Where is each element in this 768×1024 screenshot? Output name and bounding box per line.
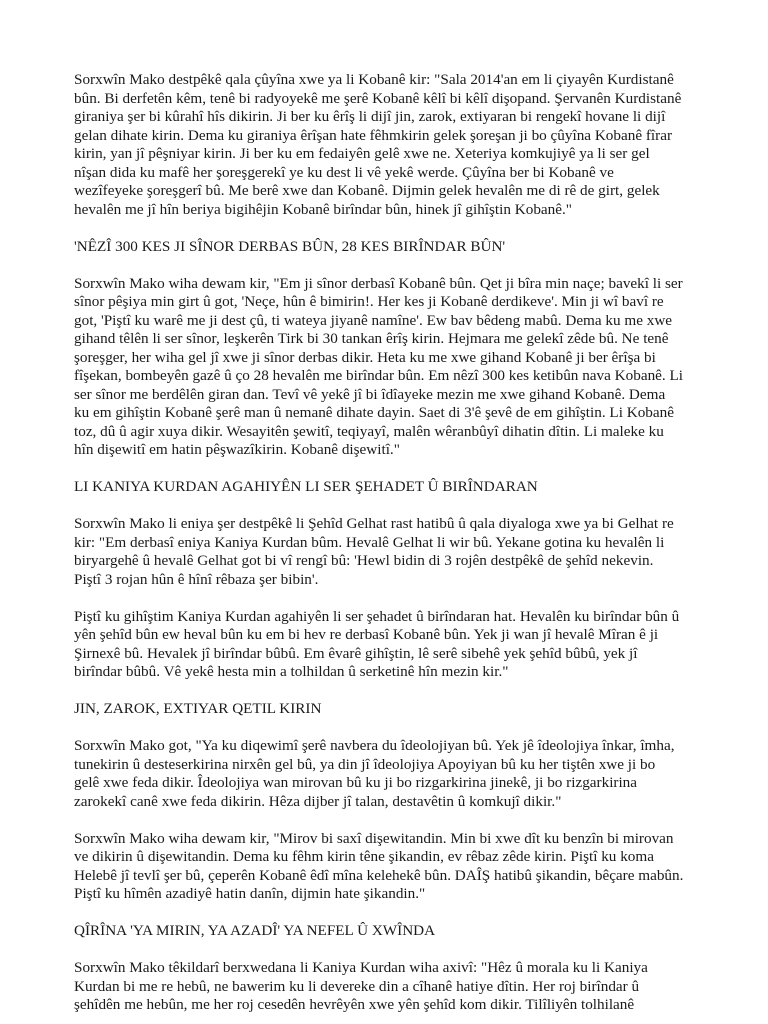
paragraph-intro: Sorxwîn Mako destpêkê qala çûyîna xwe ya li Kobanê kir: "Sala 2014'an em li çiyayên Kurdistanê bûn. Bi derfetên kêm, tenê bi radyoyekê me şerê Kobanê kêlî bi kêlî dişopand. Şervanên Kurdistanê giraniya şer bi kûrahî hîs dikirin. Ji ber ku êrîş li dijî jin, zarok, extiyaran bi rengekî hovane li dijî gelan dihate kirin. Dema ku giraniya êrîşan hate fêhmkirin gelek şoreşan ji bo çûyîna Kobanê fîrar kirin, yan jî pêşniyar kirin. Ji ber ku em fedaiyên gelê xwe ne. Xeteriya komkujiyê ya li ser gel nîşan dida ku mafê her şoreşgerekî ye ku dest li vê yekê werde. Çûyîna ber bi Kobanê ve wezîfeyeke şoreşgerî bû. Me berê xwe dan Kobanê. Dijmin gelek hevalên me di rê de girt, gelek hevalên me jî hîn beriya bigihêjin Kobanê birîndar bûn, hinek jî gihîştin Kobanê." bbox=[74, 71, 682, 218]
paragraph-border-crossing: Sorxwîn Mako wiha dewam kir, "Em ji sînor derbasî Kobanê bûn. Qet ji bîra min naçe; bavekî li ser sînor pêşiya min girt û got, 'Neçe, hûn ê bimirin!. Her kes ji Kobanê derdikeve'. Min ji wî bavî re got, 'Piştî ku warê me ji dest çû, ti wateya jiyanê namîne'. Ew bav bêdeng mabû. Dema ku me xwe gihand têlên li ser sînor, leşkerên Tirk bi 30 tankan êrîş kirin. Hejmara me gelekî zêde bû. Ne tenê şoreşger, her wiha gel jî xwe ji sînor derbas dikir. Heta ku me xwe gihand Kobanê ji ber êrîşa bi fîşekan, bombeyên gazê û ço 28 hevalên me birîndar bûn. Em nêzî 300 kes ketibûn nava Kobanê. Li ser sînor me berdêlên giran dan. Tevî vê yekê jî bi îdîayeke mezin me xwe gihand Kobanê. Dema ku em gihîştin Kobanê şerê man û nemanê dihate dayin. Saet di 3'ê şevê de em gihîştin. Li Kobanê toz, dû û agir xuya dikir. Wesayitên şewitî, teqiyayî, malên wêranbûyî dihatin dîtin. Li maleke ku hîn dişewitî em hatin pêşwazîkirin. Kobanê dişewitî." bbox=[74, 274, 683, 458]
section-heading-border-crossing: 'NÊZÎ 300 KES JI SÎNOR DERBAS BÛN, 28 KES BIRÎNDAR BÛN' bbox=[74, 237, 506, 255]
paragraph-ideologies: Sorxwîn Mako got, "Ya ku diqewimî şerê navbera du îdeolojiyan bû. Yek jê îdeolojiya înkar, îmha, tunekirin û desteserkirina nirxên gel bû, ya din jî îdeolojiya Apoyiyan bû ku her tiştên xwe ji bo gelê xwe feda dikir. Îdeolojiya wan mirovan bû ku ji bo rizgarkirina jinekê, ji bo rizgarkirina zarokekî canê xwe feda dikirin. Hêza dijber jî talan, destavêtin û komkujî dikir." bbox=[74, 737, 675, 810]
section-heading-nefel-xwinda: QÎRÎNA 'YA MIRIN, YA AZADÎ' YA NEFEL Û XWÎNDA bbox=[74, 922, 436, 939]
paragraph-burning: Sorxwîn Mako wiha dewam kir, "Mirov bi saxî dişewitandin. Min bi xwe dît ku benzîn bi mirovan ve dikirin û dişewitandin. Dema ku fêhm kirin têne şikandin, ev rêbaz zêde kirin. Piştî ku koma Helebê jî tevlî şer bû, çeperên Kobanê êdî mîna kelehekê bûn. DAÎŞ hatibû şikandin, bêçare mabûn. Piştî ku hîmên azadiyê hatin danîn, dijmin hate şikandin." bbox=[74, 829, 684, 902]
paragraph-gelhat: Sorxwîn Mako li eniya şer destpêkê li Şehîd Gelhat rast hatibû û qala diyaloga xwe ya bi Gelhat re kir: "Em derbasî eniya Kaniya Kurdan bûm. Hevalê Gelhat li wir bû. Yekane gotina ku hevalên li biryargehê û hevalê Gelhat got bi vî rengî bû: 'Hewl bidin di 3 rojên destpêkê de şehîd nekevin. Piştî 3 rojan hûn ê hînî rêbaza şer bibin'. bbox=[74, 515, 674, 588]
section-heading-massacre: JIN, ZAROK, EXTIYAR QETIL KIRIN bbox=[74, 700, 322, 717]
section-heading-kaniya-kurdan: LI KANIYA KURDAN AGAHIYÊN LI SER ŞEHADET Û BIRÎNDARAN bbox=[74, 478, 538, 495]
paragraph-martyrs: Piştî ku gihîştim Kaniya Kurdan agahiyên li ser şehadet û birîndaran hat. Hevalên ku birîndar bûn û yên şehîd bûn ew heval bûn ku em bi hev re derbasî Kobanê bûn. Yek ji wan jî hevalê Mîran ê ji Şirnexê bû. Hevalek jî birîndar bûbû. Em êvarê gihîştin, lê serê sibehê yek şehîd bûbû, yek jî birîndar bûbû. Vê yekê hesta min a tolhildan û serketinê hîn mezin kir." bbox=[74, 607, 680, 680]
paragraph-resistance: Sorxwîn Mako têkildarî berxwedana li Kaniya Kurdan wiha axivî: "Hêz û morala ku li Kaniya Kurdan bi me re hebû, ne bawerim ku li devereke din a cîhanê hatiye dîtin. Her roj birîndar û şehîdên me hebûn, me her roj cesedên hevrêyên xwe yên şehîd kom dikir. Tilîliyên tolhilanê bbox=[74, 959, 648, 1013]
